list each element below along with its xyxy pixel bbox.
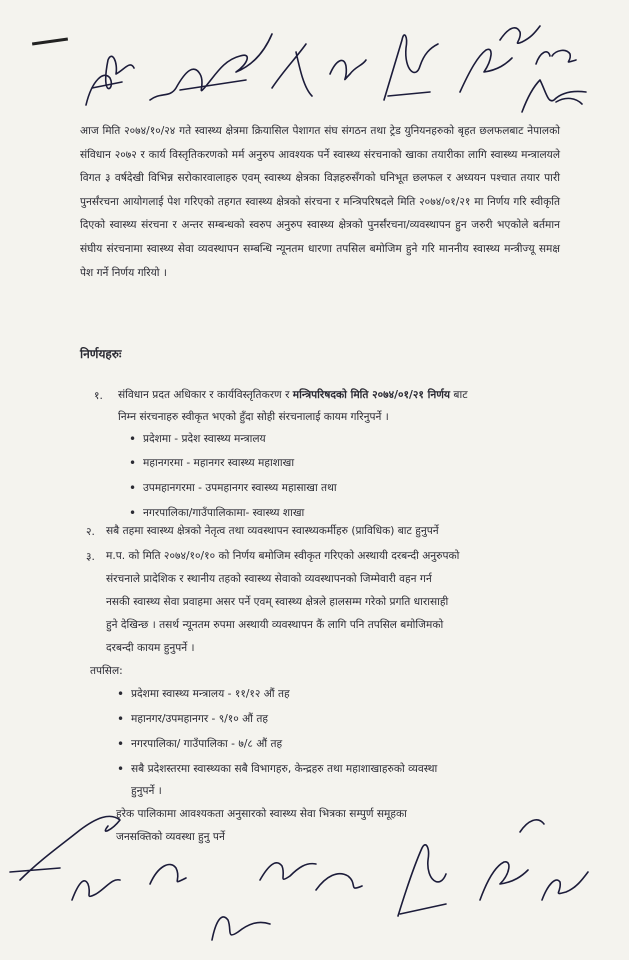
decision-3-bullet-4: • सबै प्रदेशस्तरमा स्वास्थ्यका सबै विभागहरु, केन्द्रहरु तथा महाशाखाहरुको व्यवस्था	[131, 758, 561, 780]
signature-top-9	[522, 80, 586, 112]
decision-3-line-2: संरचनाले प्रादेशिक र स्थानीय तहको स्वास्थ्य सेवाको व्यवस्थापनको जिम्मेवारी वहन गर्न	[106, 573, 432, 585]
decision-1-bullet-1: • प्रदेशमा - प्रदेश स्वास्थ्य मन्त्रालय	[143, 428, 266, 450]
signature-bottom-9	[542, 872, 588, 900]
signature-top-8	[536, 50, 576, 64]
decision-3-bullet-4-cont: हुनुपर्ने ।	[131, 785, 162, 797]
decision-1-bullet-3: • उपमहानगरमा - उपमहानगर स्वास्थ्य महासाखा तथा	[143, 477, 337, 499]
tapsil-label: तपसिल:	[90, 665, 123, 677]
signature-top-6	[460, 49, 512, 92]
decision-1-number: १.	[94, 390, 103, 402]
signature-top-3	[272, 44, 312, 96]
signature-top-2	[150, 34, 272, 100]
decision-3-line-1: म.प. को मिति २०७४/१०/१० को निर्णय बमोजिम स्वीकृत गरिएको अस्थायी दरबन्दी अनुरुपको	[106, 550, 460, 562]
decision-1-line1: संविधान प्रदत अधिकार र कार्यविस्तृतिकरण र मन्त्रिपरिषदको मिति २०७४/०१/२१ निर्णय बाट	[118, 389, 468, 401]
decision-4-line-1: हरेक पालिकामा आवश्यकता अनुसारको स्वास्थ्य सेवा भित्रका सम्पुर्ण समूहका	[116, 808, 407, 820]
margin-mark	[32, 38, 68, 46]
decision-2-number: २.	[86, 526, 95, 538]
signature-bottom-5	[260, 863, 316, 880]
decision-1-bullet-2: • महानगरमा - महानगर स्वास्थ्य महाशाखा	[143, 452, 294, 474]
decision-3-line-4: हुने देखिन्छ । तसर्थ न्यूनतम रुपमा अस्थायी व्यवस्थापन कैं लागि पनि तपसिल बमोजिमको	[106, 619, 444, 631]
signature-bottom-1	[10, 816, 120, 880]
decision-3-number: ३.	[86, 551, 95, 563]
decision-4-line-2: जनसक्तिको व्यवस्था हुनु पर्ने	[116, 831, 225, 843]
intro-paragraph: आज मिति २०७४/१०/२४ गते स्वास्थ्य क्षेत्रमा क्रियासिल पेशागत संघ संगठन तथा ट्रेड युनियनहरुको बृहत छलफलबाट नेपालको संविधान २०७२ र कार्य विस्तृतिकरणको मर्म अनुरुप आवश्यक पर्ने स्वास्थ्य संरचनाको खाका तयारीका लागि स्वास्थ्य मन्त्रालयले विगत ३ वर्षदेखी विभिन्न सरोकारवालाहरु एवम् स्वास्थ्य क्षेत्रका विज्ञहरुसँगको घनिभूत छलफल र अध्ययन पश्चात तयार पारी पुनर्संरचना आयोगलाई पेश गरिएको तहगत स्वास्थ्य क्षेत्रको संरचना र मन्त्रिपरिषदले मिति २०७४/०१/२१ मा निर्णय गरि स्वीकृति दिएको स्वास्थ्य संरचना र अन्तर सम्बन्धको स्वरुप अनुरुप स्वास्थ्य क्षेत्रको पुनर्संरचना/व्यवस्थापन हुन जरुरी भएकोले बर्तमान संघीय संरचनामा स्वास्थ्य सेवा व्यवस्थापन सम्बन्धि न्यूनतम धारणा तपसिल बमोजिम हुने गरि माननीय स्वास्थ्य मन्त्रीज्यू समक्ष पेश गर्ने निर्णय गरियो ।	[80, 125, 560, 279]
decision-3-line-3: नसकी स्वास्थ्य सेवा प्रवाहमा असर पर्ने एवम् स्वास्थ्य क्षेत्रले हालसम्म गरेको प्रगति धारासाही	[106, 596, 449, 608]
decision-1-bullet-4: • नगरपालिका/गाउँपालिकामा- स्वास्थ्य शाखा	[143, 502, 304, 524]
signature-bottom-6	[316, 874, 362, 890]
signature-top-1	[86, 56, 134, 105]
signature-bottom-3	[150, 865, 186, 884]
decisions-heading: निर्णयहरुः	[80, 347, 122, 361]
signature-top-7	[500, 26, 540, 43]
decision-3-bullet-3: • नगरपालिका/ गाउँपालिका - ७/८ औं तह	[131, 733, 282, 755]
decision-3-line-5: दरबन्दी कायम हुनुपर्ने ।	[106, 642, 195, 654]
signature-bottom-4	[212, 917, 270, 940]
decision-3-bullet-2: • महानगर/उपमहानगर - ९/१० औं तह	[131, 708, 268, 730]
decision-2-text: सबै तहमा स्वास्थ्य क्षेत्रको नेतृत्व तथा व्यवस्थापन स्वास्थ्यकर्मीहरु (प्राविधिक) बाट हुनुपर्ने	[106, 525, 439, 537]
signature-top-5	[384, 35, 438, 100]
signature-top-4	[330, 60, 366, 80]
decision-3-bullet-1: • प्रदेशमा स्वास्थ्य मन्त्रालय - ११/१२ औं तह	[131, 683, 290, 705]
signature-bottom-8	[480, 862, 528, 900]
signature-bottom-2	[72, 880, 120, 900]
signature-bottom-7	[398, 845, 446, 916]
decision-1-line2: निम्न संरचनाहरु स्वीकृत भएको हुँदा सोही संरचनालाई कायम गरिनुपर्ने ।	[118, 411, 389, 423]
